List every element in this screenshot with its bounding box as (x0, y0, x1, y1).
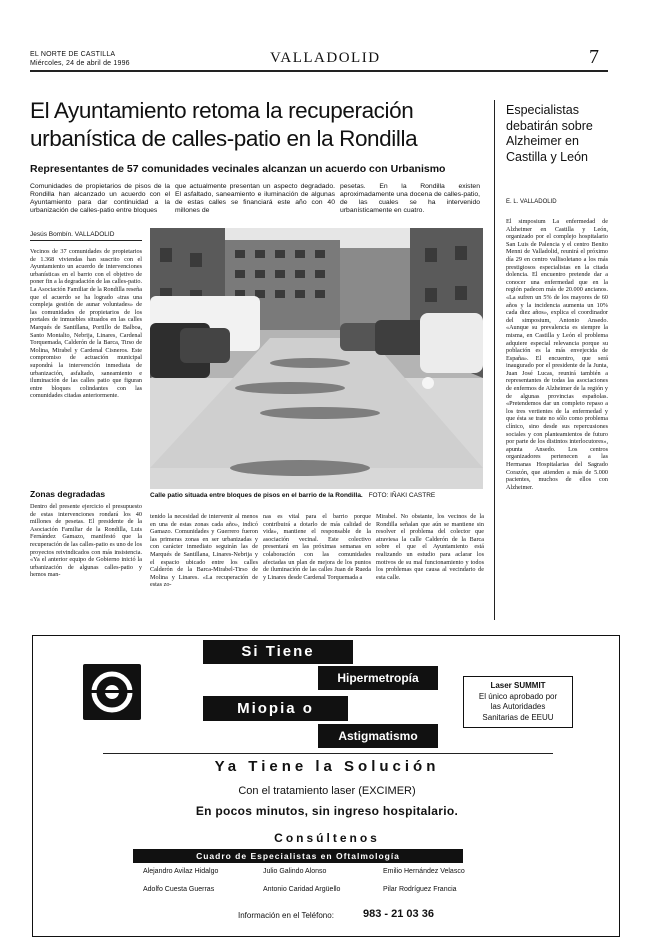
lede-col-1: Comunidades de propietarios de pisos de la Rondilla han alcanzado un acuerdo con el Ayuntamiento para dar continuidad a la urbanización de calles-patio entre bloques (30, 183, 170, 214)
advertisement (32, 635, 620, 937)
sidebar-byline: E. L. VALLADOLID (506, 199, 557, 205)
ad-solucion: Ya Tiene la Solución (214, 758, 440, 775)
lede-col-3: pesetas. En la Rondilla existen aproximadamente una docena de calles-patio, de las cuales se ha intervenido urbanísticamente en cuatro. (340, 183, 480, 214)
sidebar-divider (494, 100, 495, 620)
byline: Jesús Bombín. VALLADOLID (30, 231, 115, 238)
ad-laser-line-3: las Autoridades (490, 702, 546, 711)
ad-divider (103, 753, 553, 754)
page-number: 7 (589, 46, 599, 68)
ad-astigmatismo: Astigmatismo (318, 724, 438, 748)
ad-laser-box (463, 676, 573, 728)
ad-laser-line-4: Sanitarias de EEUU (482, 712, 554, 722)
photo-credit: FOTO: IÑAKI CASTRE (368, 492, 436, 499)
specialist-name: Alejandro Avilaz Hidalgo (143, 868, 219, 875)
sidebar-text: El simposium La enfermedad de Alzheimer en Castilla y León, organizado por el complejo hospitalario San Luis de Palencia y el centro Benito Menni de Valladolid, reunirá el próximo día 29 en centro vallisoletano a los más prestigiosos especialistas en la citada dolencia. El encuentro pretende dar a conocer una enfermedad que en la región padecen más de 20.000 ancianos. «La sufren un 5% de los mayores de 60 años y la incidencia aumenta un 10% cada diez años», explica el coordinador del simposium, Antonio Ansedo. «Aunque su prevalencia es siempre la misma, en Castilla y León el problema adquiere especial relevancia porque su población es la más envejecida de España». El encuentro, que será inaugurado por el presidente de la Junta, Juan José Lucas, reunirá también a representantes de todas las asociaciones de enfermos de Alzheimer de la región y de algunas provincias españolas. «Pretendemos dar un completo repaso a los tres vertientes de la enfermedad y que ésta se trate no sólo como problema clínico, sino desde sus repercusiones sociales y con planteamientos de futuro por parte de los distintos interlocutores», apunta Ansedo. Los centros organizadores pertenecen a las Hermanas Hospitalarias del Sagrado Corazón, que atienden a más de 5.000 pacientes, muchos de ellos con Alzheimer. (506, 218, 608, 491)
ad-telefono-label: Información en el Teléfono: (238, 911, 334, 920)
ad-miopia: Miopia o (203, 696, 348, 721)
section-title: VALLADOLID (270, 50, 381, 66)
ad-cuadro: Cuadro de Especialistas en Oftalmología (133, 849, 463, 863)
photo-caption (150, 492, 435, 499)
body-col-4: Mirabel. No obstante, los vecinos de la Rondilla señalan que aún se mantiene sin resolver el problema del colector que atraviesa la calle Calderón de la Barca sobre el que el Ayuntamiento está realizando un estudio para aclarar los motivos de su mal funcionamiento y todos los problemas que causa al vecindario de esta calle. (376, 513, 484, 581)
byline-rule (30, 240, 142, 241)
eye-icon (83, 664, 141, 720)
body-col-1: Vecinos de 37 comunidades de propietarios de 1.368 viviendas han suscrito con el Ayuntamiento un acuerdo de intervenciones urbanísticas en el barrio con el objetivo de poner fin a la degradación de las calles-patio. La Asociación Familiar de la Rondilla reseña que el acuerdo se ha logrado «tras una compleja gestión de aunar voluntades» de las comunidades de propietarios de los portales de inmuebles situados en las calles Marqués de Santillana, Portillo de Balboa, Santo Montalto, Nebrija, Linares, Cardenal Torquemada, Calderón de la Barca, Tirso de Molina, Mirabel y Cardenal Cisneros. Este compromiso de actuación municipal supondrá la intervención inmediata de urbanización, asfaltado, saneamiento e iluminación de las calles patio que figuran entre bloques colindantes con las comunidades citadas anteriormente. (30, 248, 142, 400)
headline-line-2: urbanística de calles-patio en la Rondilla (30, 126, 418, 151)
street-photo (150, 228, 483, 489)
lede-col-2: que actualmente presentan un aspecto degradado. El asfaltado, saneamiento e iluminación de algunas de estas calles se financiará este año con 40 millones de (175, 183, 335, 214)
ad-consultenos: Consúltenos (274, 831, 380, 845)
ad-logo (83, 664, 141, 720)
specialist-name: Adolfo Cuesta Guerras (143, 886, 215, 893)
specialist-name: Emilio Hernández Velasco (383, 868, 465, 875)
body-col-2: tenido la necesidad de intervenir al menos en una de estas zonas cada año», indicó Gamazo. Comunidades y Guerrero fueron las primeras zonas en ser urbanizadas y con carácter inmediato seguirán las de Marqués de Santillana, Linares-Nebrija y el espacio ubicado entre los calles Calderón de la Barca-Mirabel-Tirso de Molina y Linares. «La recuperación de estas zo- (150, 513, 258, 589)
ad-telefono: 983 - 21 03 36 (363, 908, 434, 920)
specialist-name: Pilar Rodríguez Francia (383, 886, 457, 893)
headline-line-1: El Ayuntamiento retoma la recuperación (30, 98, 414, 123)
caption-text: Calle patio situada entre bloques de pisos en el barrio de la Rondilla. (150, 492, 363, 499)
header-rule (30, 70, 608, 72)
photo-illustration (150, 228, 483, 489)
issue-date: Miércoles, 24 de abril de 1996 (30, 60, 130, 67)
zonas-text: Dentro del presente ejercicio el presupuesto de estas intervenciones rondará los 40 millones de pesetas. El presidente de la Asociación Familiar de la Rondilla, Luis Fernández Gamazo, manifestó que la recuperación de las calles-patio es uno de los proyectos reivindicados con más insistencia. «Ya el anterior equipo de Gobierno inició la urbanización de algunas calles-patio y hemos man- (30, 503, 142, 579)
ad-laser-line-2: El único aprobado por (478, 691, 558, 701)
ad-minutos: En pocos minutos, sin ingreso hospitalario. (195, 804, 459, 818)
specialist-name: Antonio Caridad Argüello (263, 886, 341, 893)
paper-name: EL NORTE DE CASTILLA (30, 51, 116, 58)
ad-tratamiento: Con el tratamiento laser (EXCIMER) (238, 785, 416, 797)
subheadline: Representantes de 57 comunidades vecinales alcanzan un acuerdo con Urbanismo (30, 163, 446, 175)
specialist-name: Julio Galindo Alonso (263, 868, 327, 875)
zonas-subtitle: Zonas degradadas (30, 489, 106, 499)
ad-si-tiene: Si Tiene (203, 640, 353, 664)
ad-hipermetropia: Hipermetropía (318, 666, 438, 690)
ad-laser-title: Laser SUMMIT (490, 681, 546, 690)
body-col-3: nas es vital para el barrio porque contribuirá a dotarlo de más calidad de vida», mantiene el responsable de la asociación vecinal. Este colectivo presentará en las próximas semanas en colaboración con las comunidades afectadas un plan de mejora de los puntos de iluminación de las calles Juan de Rueda y Linares desde Cardenal Torquemada a (263, 513, 371, 581)
sidebar-headline: Especialistas debatirán sobre Alzheimer en Castilla y León (506, 103, 593, 164)
